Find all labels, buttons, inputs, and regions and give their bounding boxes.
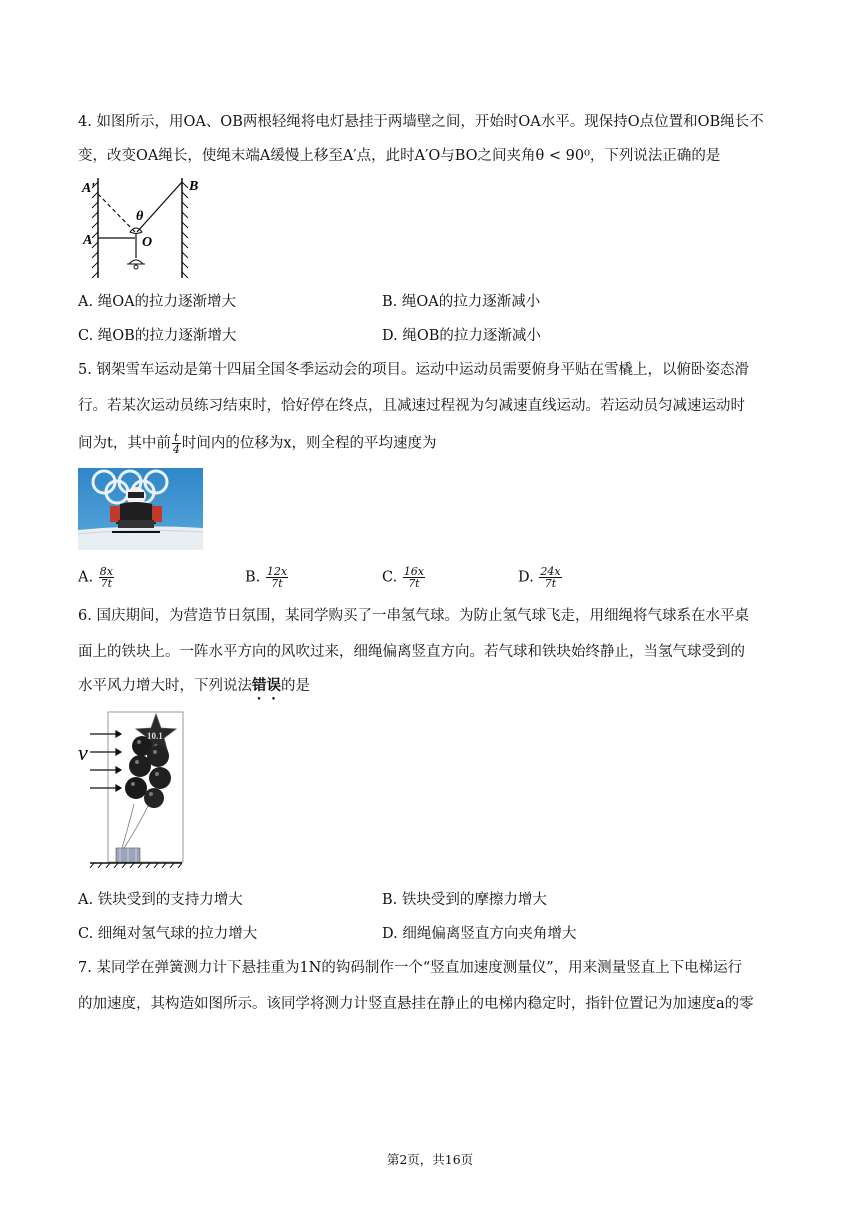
q4-label-o: O (142, 235, 153, 250)
q4-figure (80, 172, 210, 284)
q7-line-1: 7. 某同学在弹簧测力计下悬挂重为1N的钩码制作一个“竖直加速度测量仪”，用来测量竖直上下电梯运行 (78, 960, 743, 976)
q4-label-a-prime: A′ (82, 181, 96, 196)
q6-balloon-text: 10.1 (147, 731, 163, 741)
q5-option-a (78, 566, 115, 589)
q4-option-d: D. 绳OB的拉力逐渐减小 (382, 328, 541, 344)
q4-label-theta: θ (136, 209, 144, 224)
q6-option-a: A. 铁块受到的支持力增大 (78, 892, 243, 908)
q6-line-3-end: 的是 (281, 678, 310, 694)
q5-option-b-label: B. (245, 569, 261, 586)
q5-option-a-label: A. (78, 569, 94, 586)
q5-option-d-label: D. (518, 569, 534, 586)
q5-line-3 (78, 432, 437, 455)
q4-label-b: B (189, 179, 199, 194)
q4-label-a: A (83, 233, 93, 248)
q4-line-1: 4. 如图所示，用OA、OB两根轻绳将电灯悬挂于两墙壁之间，开始时OA水平。现保持O点位置和OB绳长不 (78, 114, 764, 130)
q5-line-2: 行。若某次运动员练习结束时，恰好停在终点，且减速过程视为匀减速直线运动。若运动员匀减速运动时 (78, 398, 745, 414)
q5-option-c (382, 566, 426, 589)
q6-line-2: 面上的铁块上。一阵水平方向的风吹过来，细绳偏离竖直方向。若气球和铁块始终静止，当氢气球受到的 (78, 644, 745, 660)
q4-option-c: C. 绳OB的拉力逐渐增大 (78, 328, 237, 344)
q4-option-a: A. 绳OA的拉力逐渐增大 (78, 294, 237, 310)
q6-figure (76, 708, 188, 868)
page-footer: 第2页，共16页 (386, 1152, 474, 1167)
q6-option-d: D. 细绳偏离竖直方向夹角增大 (382, 926, 577, 942)
q6-line-3-start: 水平风力增大时，下列说法 (78, 678, 252, 694)
q6-label-v: v (78, 740, 88, 765)
q6-emphasis-word: 错误 (252, 677, 281, 694)
q5-option-c-num: 16x (403, 565, 424, 578)
q5-option-c-label: C. (382, 569, 398, 586)
q5-fraction-num: t (172, 432, 181, 444)
q5-option-a-num: 8x (99, 565, 113, 578)
q5-skeleton-photo (78, 468, 203, 550)
q5-fraction-den: 4 (172, 443, 180, 456)
q5-option-b-den: 7t (271, 577, 283, 590)
q5-option-b (245, 566, 289, 589)
q5-option-d-den: 7t (544, 577, 557, 590)
q5-line-1: 5. 钢架雪车运动是第十四届全国冬季运动会的项目。运动中运动员需要俯身平贴在雪橇上，以俯卧姿态滑 (78, 362, 749, 378)
q6-option-b: B. 铁块受到的摩擦力增大 (382, 892, 547, 908)
q7-line-2: 的加速度，其构造如图所示。该同学将测力计竖直悬挂在静止的电梯内稳定时，指针位置记为加速度a的零 (78, 996, 754, 1012)
q5-line-3-start: 间为t，其中前 (78, 435, 171, 452)
q5-option-c-den: 7t (408, 577, 420, 590)
q5-fraction (172, 432, 181, 455)
q5-line-3-end: 时间内的位移为x，则全程的平均速度为 (181, 435, 437, 452)
q4-option-b: B. 绳OA的拉力逐渐减小 (382, 294, 541, 310)
q5-option-a-den: 7t (100, 577, 113, 590)
q6-option-c: C. 细绳对氢气球的拉力增大 (78, 926, 258, 942)
q5-option-d (518, 566, 563, 589)
q6-line-3 (78, 676, 310, 703)
q5-option-d-num: 24x (540, 565, 561, 578)
q4-line-2: 变，改变OA绳长，使绳末端A缓慢上移至A′点，此时A′O与BO之间夹角θ < 90⁰，下列说法正确的是 (78, 148, 721, 164)
q5-option-b-num: 12x (266, 565, 288, 578)
q6-line-1: 6. 国庆期间，为营造节日氛围，某同学购买了一串氢气球。为防止氢气球飞走，用细绳将气球系在水平桌 (78, 608, 749, 624)
